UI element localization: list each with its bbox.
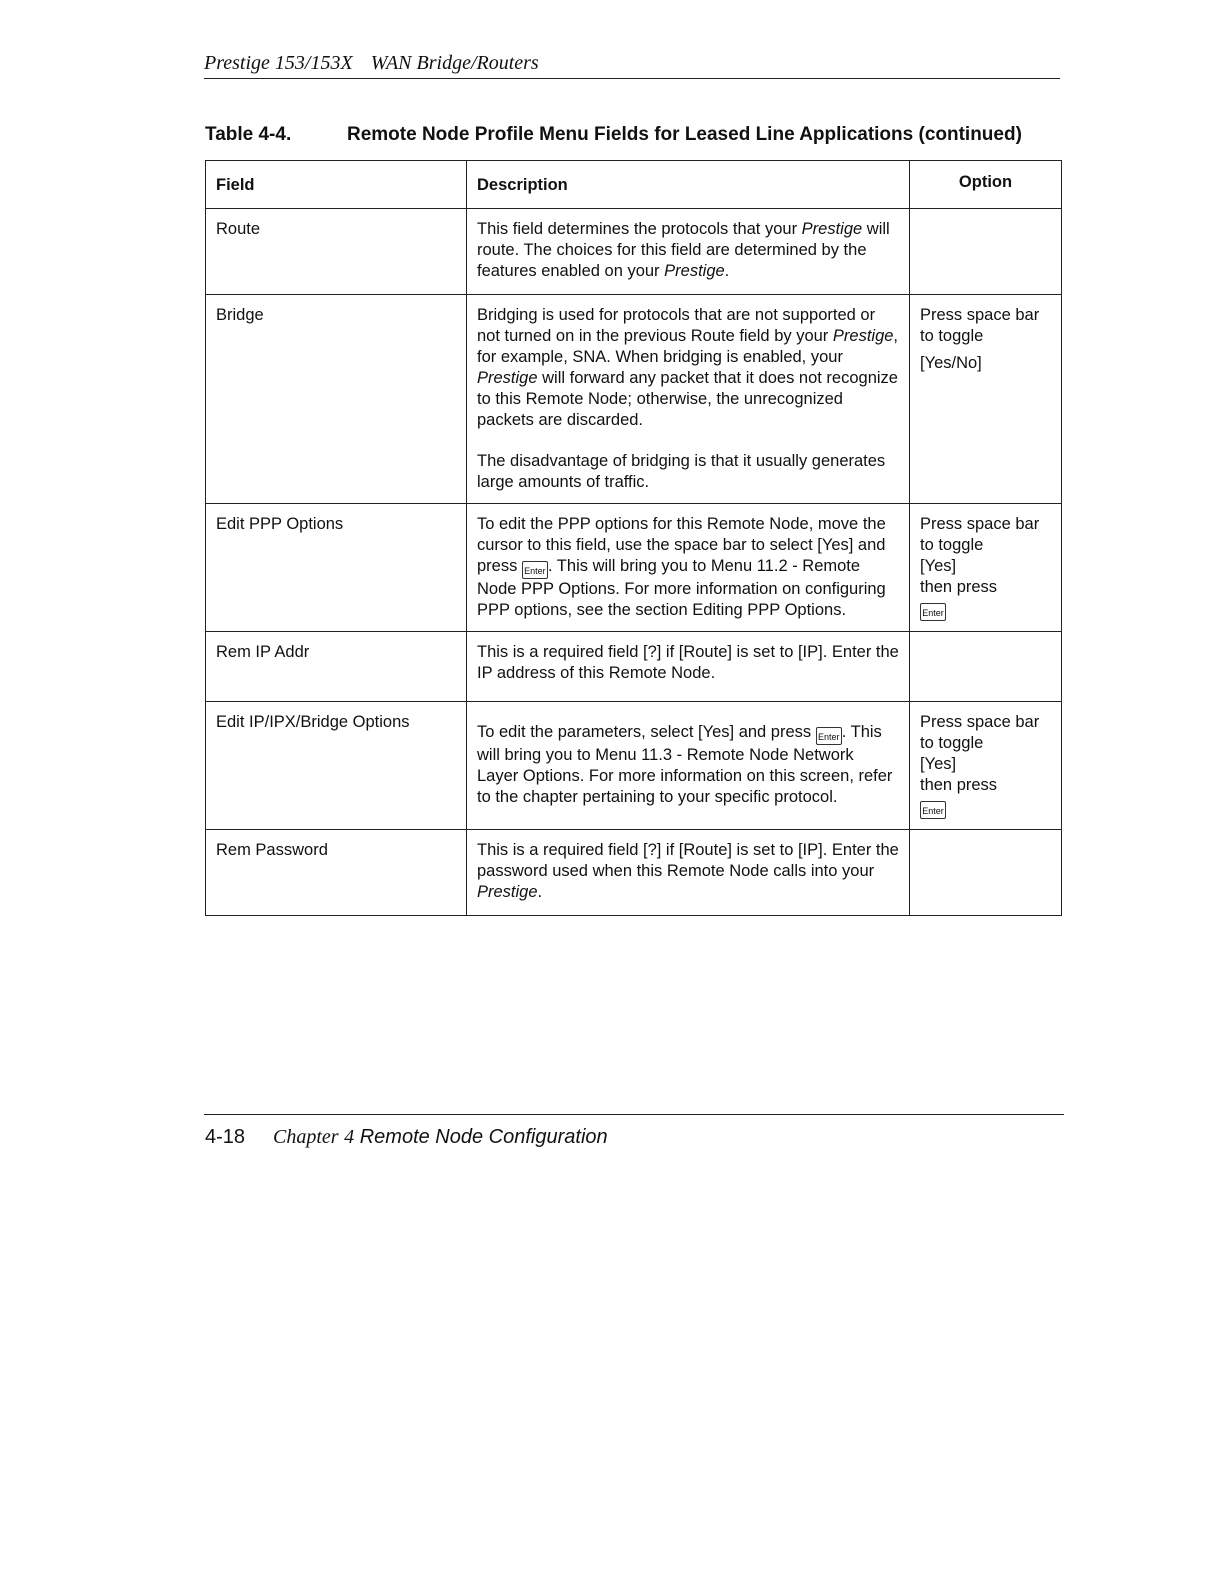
field-option: Press space bar to toggle [Yes] then press Enter <box>910 504 1062 632</box>
header-product: Prestige 153/153X <box>204 52 353 74</box>
enter-key-icon: Enter <box>522 561 548 579</box>
table-number: Table 4-4. <box>205 124 292 145</box>
field-option <box>910 632 1062 702</box>
page-footer <box>205 1126 608 1149</box>
enter-key-icon: Enter <box>816 727 842 745</box>
footer-rule <box>204 1114 1064 1115</box>
table-row <box>206 504 1062 632</box>
field-option <box>910 209 1062 295</box>
page-number: 4-18 <box>205 1126 246 1148</box>
header-rule <box>204 78 1060 79</box>
table-row <box>206 702 1062 830</box>
table-row <box>206 830 1062 916</box>
field-name: Edit IP/IPX/Bridge Options <box>206 702 467 830</box>
header-description: Description <box>467 161 910 209</box>
field-name: Rem Password <box>206 830 467 916</box>
field-name: Route <box>206 209 467 295</box>
field-name: Rem IP Addr <box>206 632 467 702</box>
enter-key-icon: Enter <box>920 603 946 621</box>
table-row <box>206 295 1062 504</box>
chapter-label: Chapter 4 Remote Node Configuration <box>273 1126 608 1148</box>
table-row <box>206 209 1062 295</box>
header-option: Option <box>910 161 1062 209</box>
field-name: Bridge <box>206 295 467 504</box>
running-header <box>204 52 539 75</box>
table-row <box>206 632 1062 702</box>
header-field: Field <box>206 161 467 209</box>
table-title: Remote Node Profile Menu Fields for Leased Line Applications (continued) <box>347 124 1022 145</box>
header-subtitle: WAN Bridge/Routers <box>370 52 539 74</box>
field-description: To edit the PPP options for this Remote Node, move the cursor to this field, use the space bar to select [Yes] and press Enter . This will bring you to Menu 11.2 - Remote Node PPP Options. For more information on configuring PPP options, see the section Editing PPP Options. <box>467 504 910 632</box>
field-name: Edit PPP Options <box>206 504 467 632</box>
field-description: This is a required field [?] if [Route] is set to [IP]. Enter the IP address of this Remote Node. <box>467 632 910 702</box>
field-option: Press space bar to toggle [Yes] then press Enter <box>910 702 1062 830</box>
fields-table <box>205 160 1062 916</box>
field-description: This is a required field [?] if [Route] is set to [IP]. Enter the password used when this Remote Node calls into your Prestige. <box>467 830 910 916</box>
field-option <box>910 830 1062 916</box>
field-description: This field determines the protocols that your Prestige will route. The choices for this field are determined by the features enabled on your Prestige. <box>467 209 910 295</box>
field-description: Bridging is used for protocols that are not supported or not turned on in the previous Route field by your Prestige, for example, SNA. When bridging is enabled, your Prestige will forward any packet that it does not recognize to this Remote Node; otherwise, the unrecognized packets are discarded. The disadvantage of bridging is that it usually generates large amounts of traffic. <box>467 295 910 504</box>
enter-key-icon: Enter <box>920 801 946 819</box>
table-caption <box>205 124 1022 146</box>
field-description: To edit the parameters, select [Yes] and press Enter . This will bring you to Menu 11.3 - Remote Node Network Layer Options. For more information on this screen, refer to the chapter pertaining to your specific protocol. <box>467 702 910 830</box>
table-header-row <box>206 161 1062 209</box>
field-option: Press space bar to toggle [Yes/No] <box>910 295 1062 504</box>
